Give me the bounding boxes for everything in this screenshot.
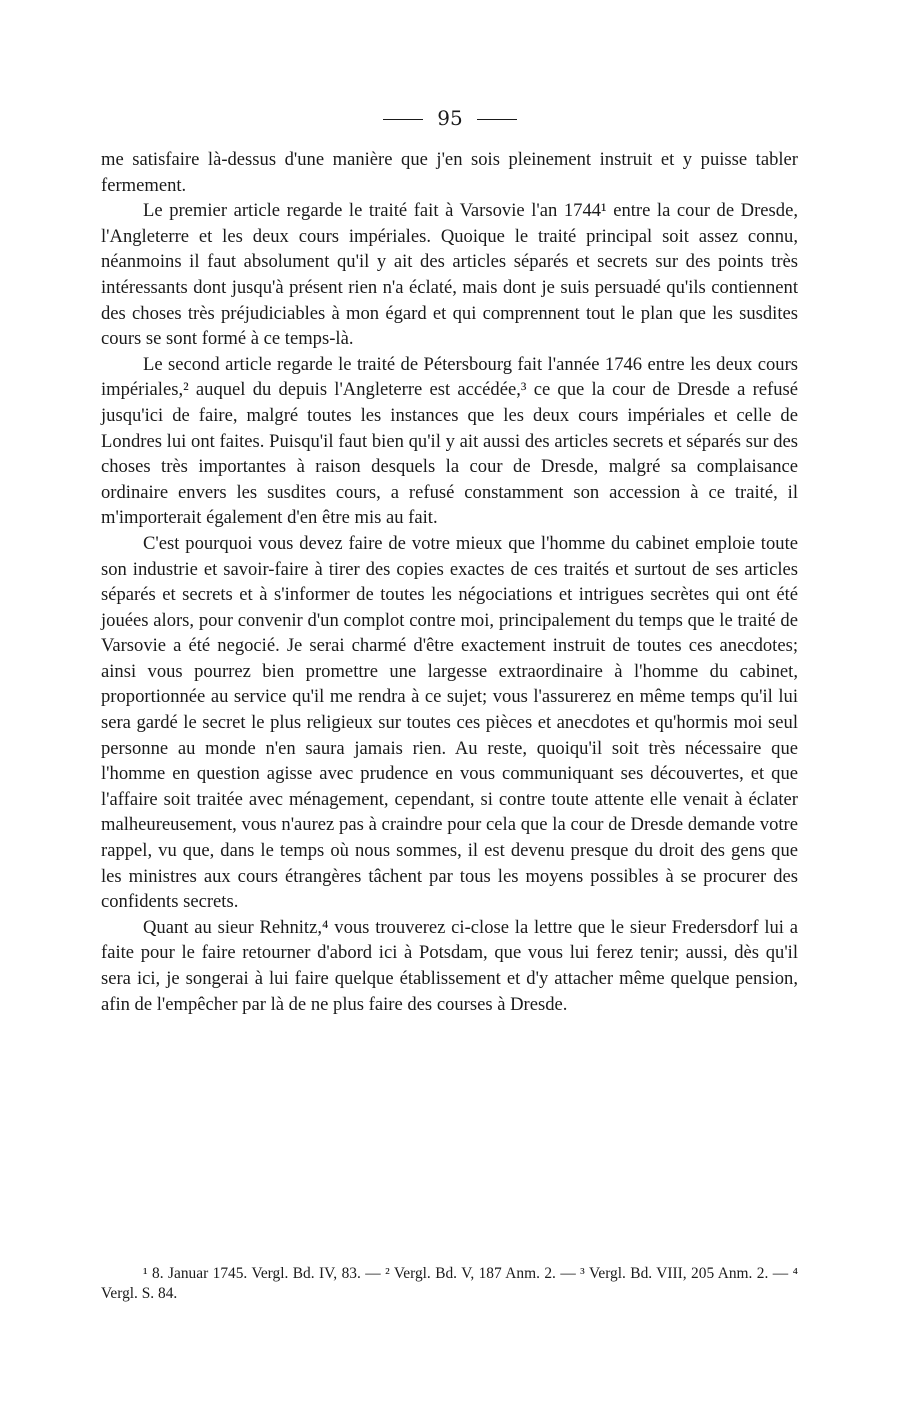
paragraph-rehnitz: Quant au sieur Rehnitz,⁴ vous trouverez ci-close la lettre que le sieur Fredersdorf lui a faite pour le faire retourner d'abord ici à Potsdam, que vous lui ferez tenir; aussi, dès qu'il sera ici, je songerai à lui faire quelque établissement et d'y attacher même quelque pension, afin de l'empêcher par là de ne plus faire des courses à Dresde. — [101, 916, 798, 1015]
paragraph-second-article: Le second article regarde le traité de Pétersbourg fait l'année 1746 entre les deux cours impériales,² auquel du depuis l'Angleterre est accédée,³ ce que la cour de Dresde a refusé jusqu'ici de faire, malgré toutes les instances que les deux cours impériales et celle de Londres lui ont faites. Puisqu'il faut bien qu'il y ait aussi des articles secrets et séparés sur des choses très importantes à raison desquels la cour de Dresde, malgré sa complaisance ordinaire envers les susdites cours, a refusé constamment son accession à ce traité, il m'importerait également d'en être mis au fait. — [101, 353, 798, 529]
paragraph-continuation: me satisfaire là-dessus d'une manière que j'en sois pleinement instruit et y puisse tabler fermement. — [101, 149, 798, 196]
page-number-header — [0, 106, 900, 130]
paragraph-instructions: C'est pourquoi vous devez faire de votre mieux que l'homme du cabinet emploie toute son industrie et savoir-faire à tirer des copies exactes de ces traités et surtout de ses articles séparés et secrets et à s'informer de toutes les négociations et intrigues secrètes qui ont été jouées alors, pour convenir d'un complot contre moi, principalement du temps que le traité de Varsovie a été negocié. Je serai charmé d'être exactement instruit de toutes ces anecdotes; ainsi vous pourrez bien promettre une largesse extraordinaire à l'homme du cabinet, proportionnée au service qu'il me rendra à ce sujet; vous l'assurerez en même temps qu'il lui sera gardé le secret le plus religieux sur toutes ces pièces et anecdotes et qu'hormis moi seul personne au monde n'en saura jamais rien. Au reste, quoiqu'il soit très nécessaire que l'homme en question agisse avec prudence en vous communiquant ses découvertes, et que l'affaire soit traitée avec ménagement, cependant, si contre toute attente elle venait à éclater malheureusement, vous n'aurez pas à craindre pour cela que la cour de Dresde demande votre rappel, vu que, dans le temps où nous sommes, il est devenu presque du droit des gens que les ministres aux cours étrangères tâchent par tous les moyens possibles à se procurer des confidents secrets. — [101, 532, 798, 913]
page-number: 95 — [437, 106, 463, 130]
left-dash — [383, 119, 423, 120]
right-dash — [477, 119, 517, 120]
footnotes — [101, 1264, 798, 1304]
footnote-text: ¹ 8. Januar 1745. Vergl. Bd. IV, 83. — ² Vergl. Bd. V, 187 Anm. 2. — ³ Vergl. Bd. VIII, 205 Anm. 2. — ⁴ Vergl. S. 84. — [101, 1265, 798, 1302]
paragraph-first-article: Le premier article regarde le traité fait à Varsovie l'an 1744¹ entre la cour de Dresde, l'Angleterre et les deux cours impériales. Quoique le traité principal soit assez connu, néanmoins il faut absolument qu'il y ait des articles séparés et secrets sur des points très intéressants dont jusqu'à présent rien n'a éclaté, mais dont je suis persuadé qu'ils contiennent des choses très préjudiciables à mon égard et qui comprennent tout le plan que les susdites cours se sont formé à ce temps-là. — [101, 200, 798, 350]
letter-body — [101, 147, 798, 1017]
